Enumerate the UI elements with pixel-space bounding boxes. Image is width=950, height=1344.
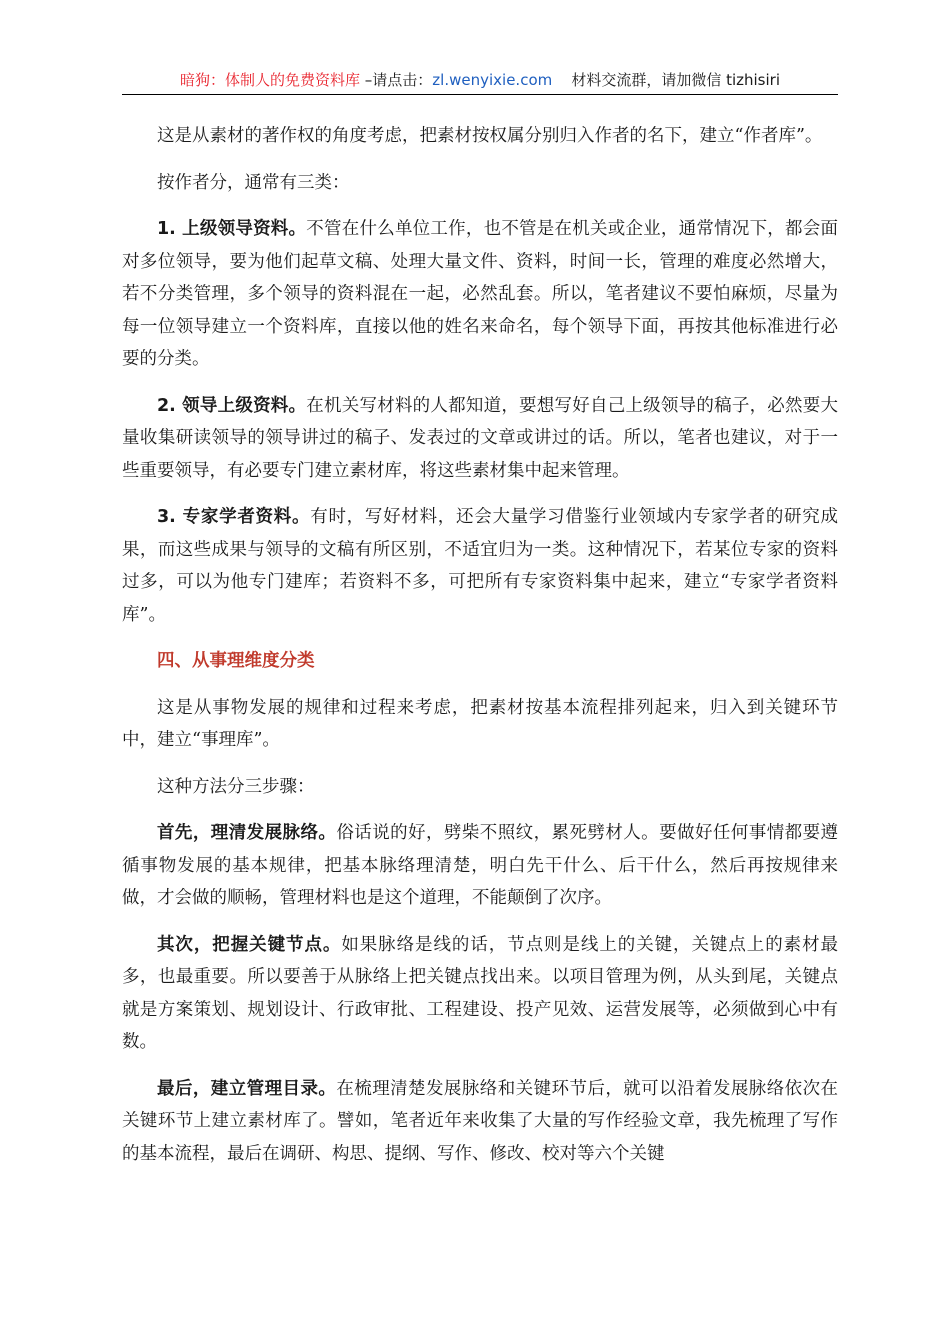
paragraph-step-first xyxy=(122,817,838,915)
page-header xyxy=(122,66,838,95)
paragraph-text: 在机关写材料的人都知道，要想写好自己上级领导的稿子，必然要大量收集研读领导的领导讲过的稿子、发表过的文章或讲过的话。所以，笔者也建议，对于一些重要领导，有必要专门建立素材库，将这些素材集中起来管理。 xyxy=(122,395,839,481)
paragraph-author-categories xyxy=(122,167,838,200)
header-click-prefix: –请点击： xyxy=(360,71,433,89)
paragraph-lead: 3. 专家学者资料。 xyxy=(157,507,311,527)
paragraph-expert-materials xyxy=(122,501,838,631)
paragraph-text: 这是从素材的著作权的角度考虑，把素材按权属分别归入作者的名下，建立“作者库”。 xyxy=(157,126,823,146)
section-heading-4 xyxy=(122,645,838,678)
paragraph-text: 如果脉络是线的话，节点则是线上的关键，关键点上的素材最多，也最重要。所以要善于从脉络上把关键点找出来。以项目管理为例，从头到尾，关键点就是方案策划、规划设计、行政审批、工程建设、投产见效、运营发展等，必须做到心中有数。 xyxy=(122,934,839,1052)
header-brand: 暗狗：体制人的免费资料库 xyxy=(180,71,361,89)
section-heading-text: 四、从事理维度分类 xyxy=(157,651,315,671)
paragraph-text: 不管在什么单位工作，也不管是在机关或企业，通常情况下，都会面对多位领导，要为他们起草文稿、处理大量文件、资料，时间一长，管理的难度必然增大，若不分类管理，多个领导的资料混在一起，必然乱套。所以，笔者建议不要怕麻烦，尽量为每一位领导建立一个资料库，直接以他的姓名来命名，每个领导下面，再按其他标准进行必要的分类。 xyxy=(122,219,839,369)
paragraph-step-second xyxy=(122,929,838,1059)
paragraph-author-library-intro xyxy=(122,120,838,153)
paragraph-lead: 最后，建立管理目录。 xyxy=(157,1078,337,1099)
paragraph-superior-leader-materials xyxy=(122,213,838,376)
paragraph-three-steps xyxy=(122,771,838,804)
paragraph-text: 这种方法分三步骤： xyxy=(157,776,315,797)
paragraph-lead: 1. 上级领导资料。 xyxy=(157,219,307,239)
paragraph-logic-library-intro xyxy=(122,692,838,757)
paragraph-text: 在梳理清楚发展脉络和关键环节后，就可以沿着发展脉络依次在关键环节上建立素材库了。譬如，笔者近年来收集了大量的写作经验文章，我先梳理了写作的基本流程，最后在调研、构思、提纲、写作、修改、校对等六个关键 xyxy=(122,1078,839,1164)
paragraph-leaders-superior-materials xyxy=(122,390,838,488)
paragraph-lead: 其次，把握关键节点。 xyxy=(157,934,342,955)
header-group-info xyxy=(552,71,780,89)
document-body xyxy=(122,120,838,1184)
paragraph-text: 这是从事物发展的规律和过程来考虑，把素材按基本流程排列起来，归入到关键环节中，建立“事理库”。 xyxy=(122,697,838,750)
paragraph-lead: 首先，理清发展脉络。 xyxy=(157,823,337,843)
header-group-text: 材料交流群，请加微信 tizhisiri xyxy=(571,71,780,89)
header-url-link[interactable]: zl.wenyixie.com xyxy=(432,71,553,89)
paragraph-text: 俗话说的好，劈柴不照纹，累死劈材人。要做好任何事情都要遵循事物发展的基本规律，把基本脉络理清楚，明白先干什么、后干什么，然后再按规律来做，才会做的顺畅，管理材料也是这个道理，不能颠倒了次序。 xyxy=(122,823,839,908)
paragraph-step-last xyxy=(122,1073,838,1171)
paragraph-text: 有时，写好材料，还会大量学习借鉴行业领域内专家学者的研究成果，而这些成果与领导的文稿有所区别，不适宜归为一类。这种情况下，若某位专家的资料过多，可以为他专门建库；若资料不多，可把所有专家资料集中起来，建立“专家学者资料库”。 xyxy=(122,507,838,625)
paragraph-text: 按作者分，通常有三类： xyxy=(157,172,350,193)
paragraph-lead: 2. 领导上级资料。 xyxy=(157,395,307,416)
